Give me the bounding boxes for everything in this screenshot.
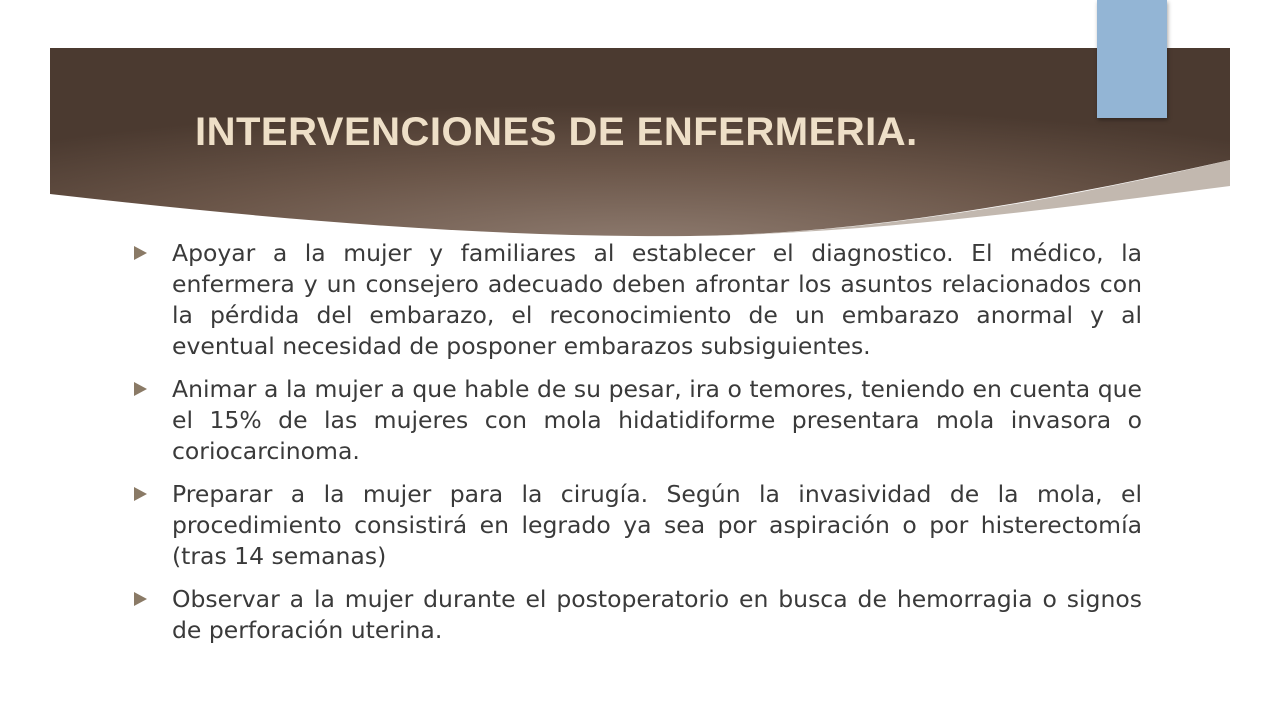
slide-title: INTERVENCIONES DE ENFERMERIA.	[195, 110, 918, 154]
bullet-text: Apoyar a la mujer y familiares al establecer el diagnostico. El médico, la enfermera y un consejero adecuado deben afrontar los asuntos relacionados con la pérdida del embarazo, el reconocimiento de un embarazo anormal y al eventual necesidad de posponer embarazos subsiguientes.	[172, 239, 1142, 360]
bullet-arrow-icon	[134, 592, 147, 606]
bullet-list	[132, 238, 1142, 658]
bullet-text: Observar a la mujer durante el postoperatorio en busca de hemorragia o signos de perforación uterina.	[172, 585, 1142, 644]
title-banner	[50, 48, 1230, 238]
bullet-item	[132, 584, 1142, 646]
bullet-arrow-icon	[134, 382, 147, 396]
bullet-arrow-icon	[134, 246, 147, 260]
bullet-item	[132, 479, 1142, 572]
bullet-text: Animar a la mujer a que hable de su pesar, ira o temores, teniendo en cuenta que el 15% de las mujeres con mola hidatidiforme presentara mola invasora o coriocarcinoma.	[172, 375, 1142, 465]
accent-tab	[1097, 0, 1167, 118]
bullet-arrow-icon	[134, 487, 147, 501]
bullet-text: Preparar a la mujer para la cirugía. Según la invasividad de la mola, el procedimiento consistirá en legrado ya sea por aspiración o por histerectomía (tras 14 semanas)	[172, 480, 1142, 570]
bullet-item	[132, 374, 1142, 467]
bullet-item	[132, 238, 1142, 362]
